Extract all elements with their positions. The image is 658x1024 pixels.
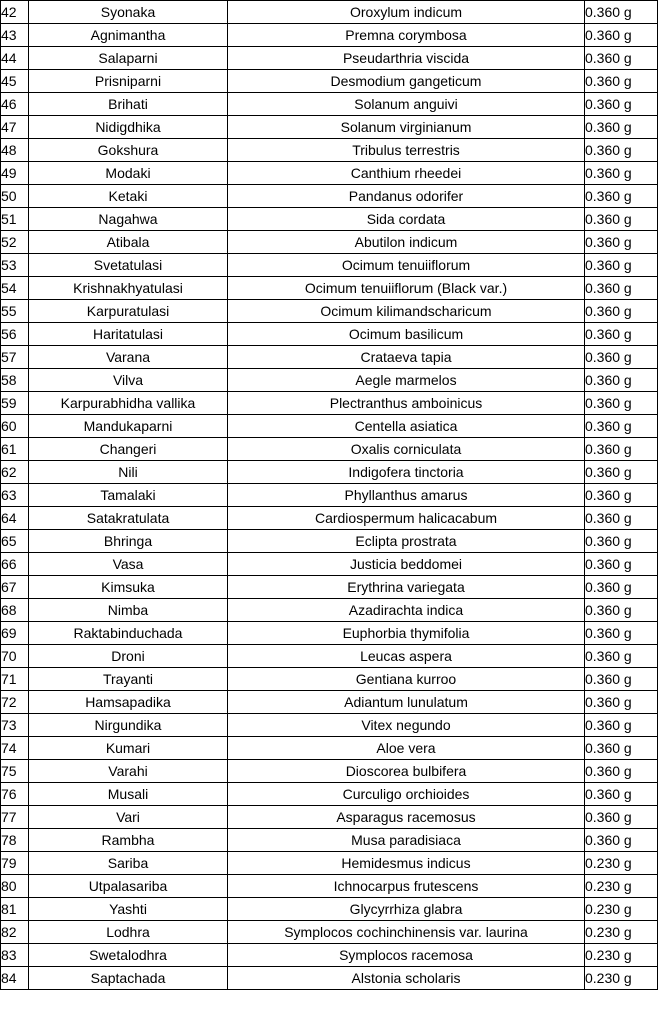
row-number-cell: 44 [1, 47, 29, 70]
botanical-name-cell: Solanum anguivi [228, 93, 585, 116]
quantity-cell: 0.360 g [585, 1, 658, 24]
botanical-name-cell: Eclipta prostrata [228, 530, 585, 553]
row-number-cell: 84 [1, 967, 29, 990]
quantity-cell: 0.360 g [585, 484, 658, 507]
botanical-name-cell: Oroxylum indicum [228, 1, 585, 24]
quantity-cell: 0.360 g [585, 208, 658, 231]
quantity-cell: 0.360 g [585, 346, 658, 369]
botanical-name-cell: Euphorbia thymifolia [228, 622, 585, 645]
herb-name-cell: Nidigdhika [29, 116, 228, 139]
botanical-name-cell: Sida cordata [228, 208, 585, 231]
herb-name-cell: Changeri [29, 438, 228, 461]
table-row [1, 714, 658, 737]
table-row [1, 277, 658, 300]
table-row [1, 1, 658, 24]
botanical-name-cell: Ocimum tenuiiflorum [228, 254, 585, 277]
quantity-cell: 0.360 g [585, 668, 658, 691]
herb-name-cell: Nimba [29, 599, 228, 622]
row-number-cell: 72 [1, 691, 29, 714]
quantity-cell: 0.360 g [585, 70, 658, 93]
herb-name-cell: Agnimantha [29, 24, 228, 47]
herb-name-cell: Salaparni [29, 47, 228, 70]
herb-name-cell: Krishnakhyatulasi [29, 277, 228, 300]
botanical-name-cell: Abutilon indicum [228, 231, 585, 254]
table-row [1, 438, 658, 461]
herb-name-cell: Prisniparni [29, 70, 228, 93]
table-row [1, 70, 658, 93]
table-row [1, 24, 658, 47]
botanical-name-cell: Glycyrrhiza glabra [228, 898, 585, 921]
botanical-name-cell: Symplocos racemosa [228, 944, 585, 967]
quantity-cell: 0.360 g [585, 507, 658, 530]
quantity-cell: 0.230 g [585, 967, 658, 990]
quantity-cell: 0.360 g [585, 116, 658, 139]
row-number-cell: 51 [1, 208, 29, 231]
row-number-cell: 79 [1, 852, 29, 875]
table-row [1, 691, 658, 714]
table-row [1, 806, 658, 829]
quantity-cell: 0.360 g [585, 438, 658, 461]
row-number-cell: 43 [1, 24, 29, 47]
quantity-cell: 0.360 g [585, 323, 658, 346]
table-row [1, 668, 658, 691]
table-row [1, 346, 658, 369]
table-row [1, 760, 658, 783]
row-number-cell: 77 [1, 806, 29, 829]
quantity-cell: 0.360 g [585, 461, 658, 484]
table-row [1, 622, 658, 645]
botanical-name-cell: Justicia beddomei [228, 553, 585, 576]
quantity-cell: 0.360 g [585, 530, 658, 553]
row-number-cell: 50 [1, 185, 29, 208]
quantity-cell: 0.360 g [585, 806, 658, 829]
row-number-cell: 66 [1, 553, 29, 576]
botanical-name-cell: Ocimum tenuiiflorum (Black var.) [228, 277, 585, 300]
table-row [1, 507, 658, 530]
table-row [1, 852, 658, 875]
herb-name-cell: Droni [29, 645, 228, 668]
herb-name-cell: Atibala [29, 231, 228, 254]
quantity-cell: 0.360 g [585, 392, 658, 415]
herb-name-cell: Saptachada [29, 967, 228, 990]
herb-name-cell: Kumari [29, 737, 228, 760]
table-row [1, 530, 658, 553]
table-row [1, 783, 658, 806]
table-row [1, 162, 658, 185]
botanical-name-cell: Canthium rheedei [228, 162, 585, 185]
quantity-cell: 0.360 g [585, 622, 658, 645]
row-number-cell: 63 [1, 484, 29, 507]
herb-name-cell: Vasa [29, 553, 228, 576]
quantity-cell: 0.360 g [585, 783, 658, 806]
botanical-name-cell: Desmodium gangeticum [228, 70, 585, 93]
botanical-name-cell: Centella asiatica [228, 415, 585, 438]
row-number-cell: 45 [1, 70, 29, 93]
botanical-name-cell: Aegle marmelos [228, 369, 585, 392]
quantity-cell: 0.360 g [585, 829, 658, 852]
quantity-cell: 0.230 g [585, 852, 658, 875]
row-number-cell: 75 [1, 760, 29, 783]
herb-name-cell: Brihati [29, 93, 228, 116]
herb-name-cell: Trayanti [29, 668, 228, 691]
table-row [1, 461, 658, 484]
row-number-cell: 71 [1, 668, 29, 691]
row-number-cell: 76 [1, 783, 29, 806]
quantity-cell: 0.360 g [585, 369, 658, 392]
herb-name-cell: Hamsapadika [29, 691, 228, 714]
botanical-name-cell: Solanum virginianum [228, 116, 585, 139]
herb-name-cell: Karpuratulasi [29, 300, 228, 323]
herb-name-cell: Modaki [29, 162, 228, 185]
table-row [1, 921, 658, 944]
botanical-name-cell: Musa paradisiaca [228, 829, 585, 852]
quantity-cell: 0.360 g [585, 24, 658, 47]
quantity-cell: 0.360 g [585, 691, 658, 714]
herb-name-cell: Mandukaparni [29, 415, 228, 438]
herb-name-cell: Yashti [29, 898, 228, 921]
table-row [1, 898, 658, 921]
row-number-cell: 55 [1, 300, 29, 323]
table-row [1, 300, 658, 323]
herb-name-cell: Haritatulasi [29, 323, 228, 346]
table-row [1, 254, 658, 277]
botanical-name-cell: Crataeva tapia [228, 346, 585, 369]
row-number-cell: 78 [1, 829, 29, 852]
herb-name-cell: Varahi [29, 760, 228, 783]
row-number-cell: 80 [1, 875, 29, 898]
herb-name-cell: Raktabinduchada [29, 622, 228, 645]
herb-name-cell: Nirgundika [29, 714, 228, 737]
botanical-name-cell: Phyllanthus amarus [228, 484, 585, 507]
herb-name-cell: Lodhra [29, 921, 228, 944]
botanical-name-cell: Plectranthus amboinicus [228, 392, 585, 415]
quantity-cell: 0.360 g [585, 415, 658, 438]
row-number-cell: 62 [1, 461, 29, 484]
row-number-cell: 54 [1, 277, 29, 300]
row-number-cell: 69 [1, 622, 29, 645]
table-row [1, 553, 658, 576]
table-row [1, 392, 658, 415]
quantity-cell: 0.360 g [585, 737, 658, 760]
quantity-cell: 0.360 g [585, 599, 658, 622]
botanical-name-cell: Ichnocarpus frutescens [228, 875, 585, 898]
table-row [1, 576, 658, 599]
herb-name-cell: Nagahwa [29, 208, 228, 231]
herb-name-cell: Musali [29, 783, 228, 806]
row-number-cell: 81 [1, 898, 29, 921]
botanical-name-cell: Gentiana kurroo [228, 668, 585, 691]
botanical-name-cell: Curculigo orchioides [228, 783, 585, 806]
botanical-name-cell: Adiantum lunulatum [228, 691, 585, 714]
quantity-cell: 0.230 g [585, 944, 658, 967]
row-number-cell: 42 [1, 1, 29, 24]
herb-name-cell: Kimsuka [29, 576, 228, 599]
table-row [1, 645, 658, 668]
herb-name-cell: Sariba [29, 852, 228, 875]
herb-name-cell: Karpurabhidha vallika [29, 392, 228, 415]
botanical-name-cell: Indigofera tinctoria [228, 461, 585, 484]
row-number-cell: 58 [1, 369, 29, 392]
botanical-name-cell: Dioscorea bulbifera [228, 760, 585, 783]
quantity-cell: 0.360 g [585, 162, 658, 185]
row-number-cell: 73 [1, 714, 29, 737]
quantity-cell: 0.360 g [585, 93, 658, 116]
botanical-name-cell: Ocimum basilicum [228, 323, 585, 346]
row-number-cell: 52 [1, 231, 29, 254]
table-row [1, 875, 658, 898]
herb-name-cell: Vari [29, 806, 228, 829]
row-number-cell: 65 [1, 530, 29, 553]
herb-name-cell: Syonaka [29, 1, 228, 24]
herb-name-cell: Swetalodhra [29, 944, 228, 967]
herb-name-cell: Bhringa [29, 530, 228, 553]
row-number-cell: 57 [1, 346, 29, 369]
botanical-name-cell: Alstonia scholaris [228, 967, 585, 990]
botanical-name-cell: Erythrina variegata [228, 576, 585, 599]
table-body [1, 1, 658, 990]
quantity-cell: 0.360 g [585, 553, 658, 576]
herb-name-cell: Varana [29, 346, 228, 369]
table-row [1, 415, 658, 438]
botanical-name-cell: Azadirachta indica [228, 599, 585, 622]
botanical-name-cell: Leucas aspera [228, 645, 585, 668]
quantity-cell: 0.360 g [585, 760, 658, 783]
row-number-cell: 74 [1, 737, 29, 760]
herb-name-cell: Tamalaki [29, 484, 228, 507]
table-row [1, 967, 658, 990]
botanical-name-cell: Oxalis corniculata [228, 438, 585, 461]
quantity-cell: 0.360 g [585, 277, 658, 300]
row-number-cell: 60 [1, 415, 29, 438]
row-number-cell: 59 [1, 392, 29, 415]
quantity-cell: 0.230 g [585, 921, 658, 944]
row-number-cell: 61 [1, 438, 29, 461]
herb-name-cell: Svetatulasi [29, 254, 228, 277]
quantity-cell: 0.360 g [585, 576, 658, 599]
table-row [1, 185, 658, 208]
quantity-cell: 0.230 g [585, 875, 658, 898]
table-row [1, 829, 658, 852]
table-row [1, 599, 658, 622]
row-number-cell: 48 [1, 139, 29, 162]
herb-name-cell: Rambha [29, 829, 228, 852]
row-number-cell: 46 [1, 93, 29, 116]
quantity-cell: 0.360 g [585, 185, 658, 208]
herb-name-cell: Vilva [29, 369, 228, 392]
quantity-cell: 0.360 g [585, 139, 658, 162]
botanical-name-cell: Ocimum kilimandscharicum [228, 300, 585, 323]
botanical-name-cell: Premna corymbosa [228, 24, 585, 47]
table-row [1, 139, 658, 162]
table-row [1, 944, 658, 967]
table-row [1, 737, 658, 760]
table-row [1, 323, 658, 346]
table-row [1, 93, 658, 116]
herb-name-cell: Ketaki [29, 185, 228, 208]
table-row [1, 369, 658, 392]
quantity-cell: 0.360 g [585, 231, 658, 254]
row-number-cell: 49 [1, 162, 29, 185]
table-row [1, 116, 658, 139]
quantity-cell: 0.360 g [585, 254, 658, 277]
botanical-name-cell: Tribulus terrestris [228, 139, 585, 162]
row-number-cell: 70 [1, 645, 29, 668]
row-number-cell: 83 [1, 944, 29, 967]
quantity-cell: 0.360 g [585, 714, 658, 737]
row-number-cell: 82 [1, 921, 29, 944]
herb-name-cell: Utpalasariba [29, 875, 228, 898]
botanical-name-cell: Cardiospermum halicacabum [228, 507, 585, 530]
herb-name-cell: Satakratulata [29, 507, 228, 530]
botanical-name-cell: Pandanus odorifer [228, 185, 585, 208]
herb-name-cell: Gokshura [29, 139, 228, 162]
herb-name-cell: Nili [29, 461, 228, 484]
row-number-cell: 64 [1, 507, 29, 530]
row-number-cell: 47 [1, 116, 29, 139]
row-number-cell: 68 [1, 599, 29, 622]
row-number-cell: 53 [1, 254, 29, 277]
table-row [1, 231, 658, 254]
row-number-cell: 56 [1, 323, 29, 346]
table-row [1, 208, 658, 231]
quantity-cell: 0.360 g [585, 47, 658, 70]
quantity-cell: 0.230 g [585, 898, 658, 921]
row-number-cell: 67 [1, 576, 29, 599]
botanical-name-cell: Aloe vera [228, 737, 585, 760]
botanical-name-cell: Pseudarthria viscida [228, 47, 585, 70]
botanical-name-cell: Vitex negundo [228, 714, 585, 737]
quantity-cell: 0.360 g [585, 300, 658, 323]
botanical-name-cell: Asparagus racemosus [228, 806, 585, 829]
botanical-name-cell: Hemidesmus indicus [228, 852, 585, 875]
table-row [1, 47, 658, 70]
table-row [1, 484, 658, 507]
quantity-cell: 0.360 g [585, 645, 658, 668]
botanical-name-cell: Symplocos cochinchinensis var. laurina [228, 921, 585, 944]
